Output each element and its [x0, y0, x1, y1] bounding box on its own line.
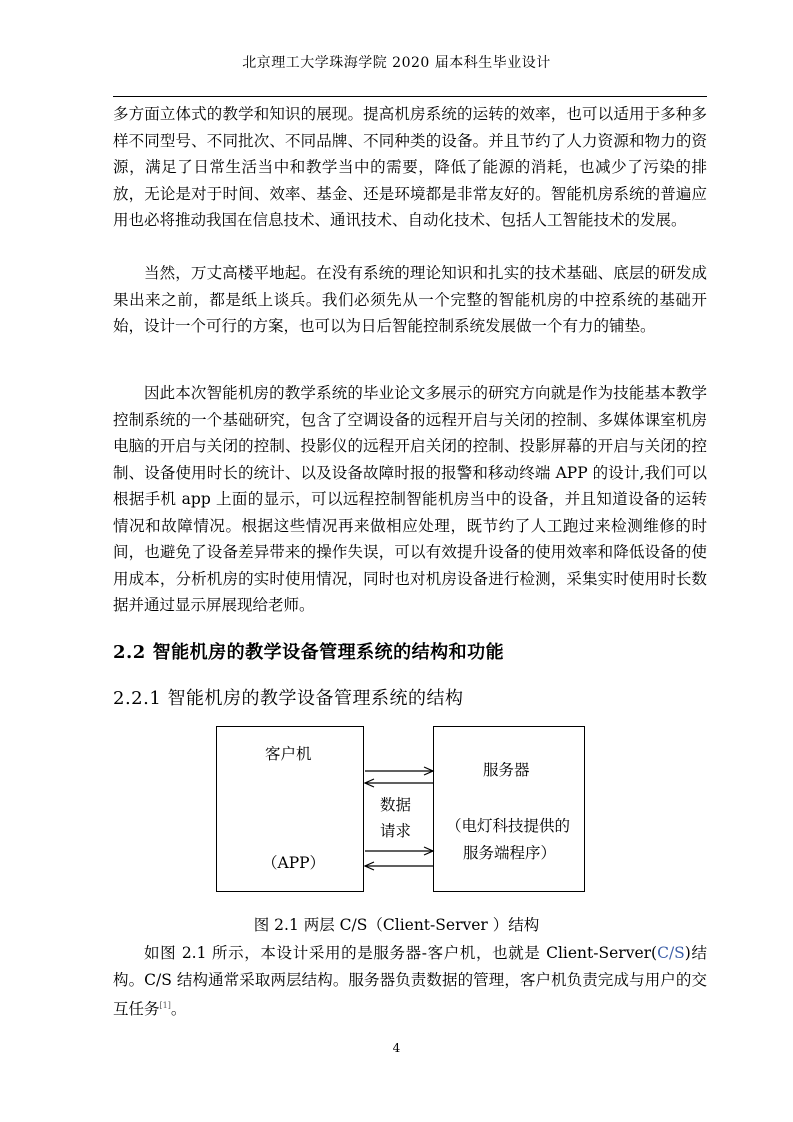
arrow-right-icon: [365, 847, 433, 855]
after-end: 。: [170, 1000, 187, 1019]
arrow-right-icon: [365, 767, 433, 775]
subsection-heading: 2.2.1 智能机房的教学设备管理系统的结构: [113, 688, 464, 709]
client-title: 客户机: [265, 745, 312, 763]
after-line1-pre: 如图 2.1 所示，本设计采用的是服务器-客户机，也就是 Client-Server(: [144, 944, 658, 962]
running-header: 北京理工大学珠海学院 2020 届本科生毕业设计: [242, 55, 551, 71]
server-subtitle-2: 服务端程序）: [463, 844, 557, 862]
paragraph-3: 因此本次智能机房的教学系统的毕业论文多展示的研究方向就是作为技能基本教学控制系统的一个基础研究，包含了空调设备的远程开启与关闭的控制、多媒体课室机房电脑的开启与关闭的控制、投影仪的远程开启关闭的控制、投影屏幕的开启与关闭的控制、设备使用时长的统计、以及设备故障时报的报警和移动终端 APP 的设计,我们可以根据手机 app 上面的显示，可以远程控制智能机房当中的设备，并且知道设备的运转情况和故障情况。根据这些情况再来做相应处理，既节约了人工跑过来检测维修的时间，也避免了设备差异带来的操作失误，可以有效提升设备的使用效率和降低设备的使用成本，分析机房的实时使用情况，同时也对机房设备进行检测，采集实时使用时长数据并通过显示屏展现给老师。: [113, 384, 707, 614]
link-label-2: 请求: [380, 822, 412, 840]
section-heading: 2.2 智能机房的教学设备管理系统的结构和功能: [113, 642, 505, 663]
page-number: 4: [392, 1041, 401, 1055]
link-label-1: 数据: [380, 796, 412, 814]
server-title: 服务器: [483, 761, 530, 779]
cs-link[interactable]: C/S: [657, 944, 685, 962]
after-rest: 结构。C/S 结构通常采取两层结构。服务器负责数据的管理，客户机负责完成与用户的交互任务: [113, 944, 707, 1019]
citation-ref[interactable]: [1]: [159, 1001, 171, 1010]
figure-caption: 图 2.1 两层 C/S（Client-Server ）结构: [253, 916, 540, 934]
paragraph-after-figure: [113, 940, 707, 1023]
paragraph-2: 当然，万丈高楼平地起。在没有系统的理论知识和扎实的技术基础、底层的研发成果出来之前，都是纸上谈兵。我们必须先从一个完整的智能机房的中控系统的基础开始，设计一个可行的方案，也可以为日后智能控制系统发展做一个有力的铺垫。: [113, 264, 707, 335]
paragraph-1: 多方面立体式的教学和知识的展现。提高机房系统的运转的效率，也可以适用于多种多样不同型号、不同批次、不同品牌、不同种类的设备。并且节约了人力资源和物力的资源，满足了日常生活当中和教学当中的需要，降低了能源的消耗，也减少了污染的排放，无论是对于时间、效率、基金、还是环境都是非常友好的。智能机房系统的普遍应用也必将推动我国在信息技术、通讯技术、自动化技术、包括人工智能技术的发展。: [113, 105, 707, 229]
arrow-left-icon: [365, 862, 433, 870]
after-line1-post: ): [684, 944, 691, 962]
arrow-left-icon: [365, 779, 433, 787]
server-subtitle-1: （电灯科技提供的: [446, 817, 571, 835]
client-subtitle: （APP）: [262, 854, 326, 872]
